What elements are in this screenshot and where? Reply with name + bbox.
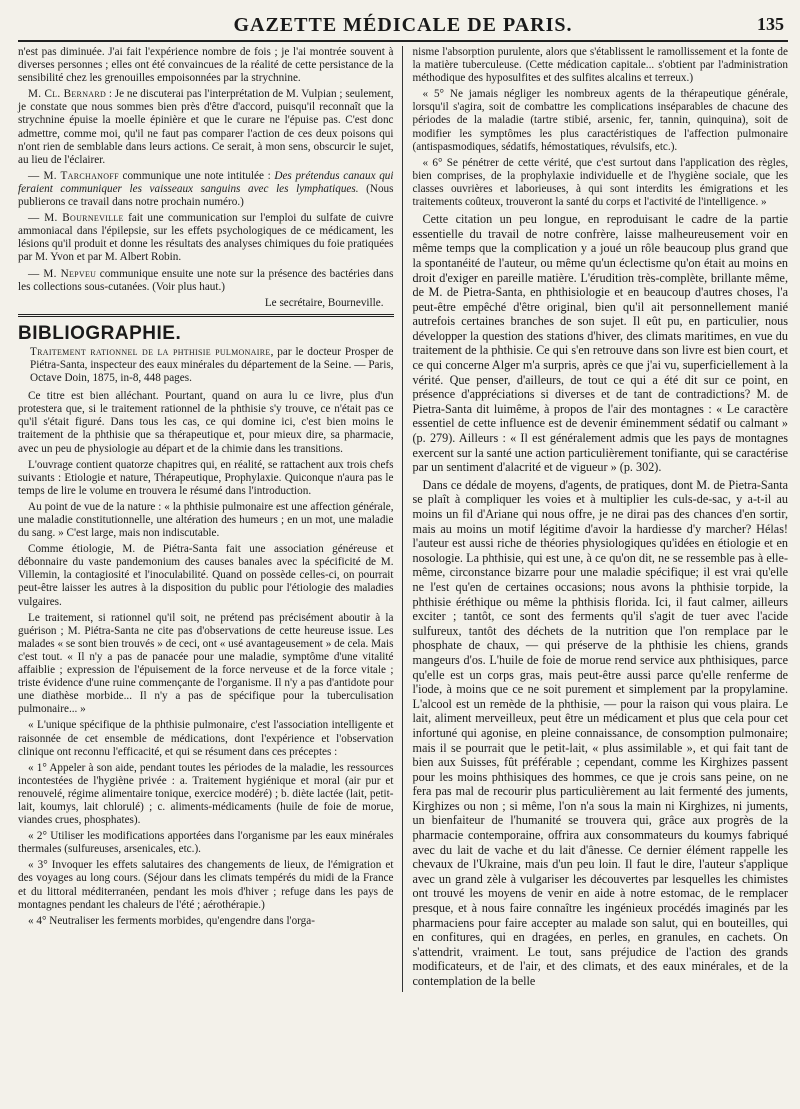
paragraph: Le traitement, si rationnel qu'il soit, ne prétend pas précisément aboutir à la guérison ; M. Piétra-Santa ne cite pas d'observations de cette heureuse issue. Les malades « se sont bien trouvés » de ceci, ont « usé avantageusement » de cela. Mais c'est tout. « Il n'y a pas de panacée pour une maladie, symptôme d'une vitalité affaiblie ; expression de l'épuisement de la force nerveuse et de la force vitale ; triste évidence d'une ruine commençante de l'organisme. Il n'y a pas d'antidote pour une diathèse morbide... Il n'y a pas de spécifique pour la tuberculisation pulmonaire... » — [18, 611, 394, 716]
paragraph: « 3° Invoquer les effets salutaires des changements de lieux, de l'émigration et des voyages au long cours. (Séjour dans les climats tempérés du midi de la France et du littoral méditerranéen, pendant les mois d'hiver ; refuge dans les pays de montagnes pendant les chaleurs de l'été ; aérothérapie.) — [18, 859, 394, 911]
section-heading: BIBLIOGRAPHIE. — [18, 322, 182, 344]
paragraph: « 5° Ne jamais négliger les nombreux agents de la thérapeutique générale, lorsqu'il s'agira, soit de combattre les complications inséparables de chacune des périodes de la maladie (tartre stibié, arsenic, fer, tannin, quinquina), soit de modifier les symptômes les plus caractéristiques de l'affection pulmonaire (antispasmodiques, sédatifs, hémostatiques, révulsifs, etc.). — [412, 88, 788, 153]
paragraph: « L'unique spécifique de la phthisie pulmonaire, c'est l'association intelligente et raisonnée de cet ensemble de médications, dont l'expérience et l'observation clinique ont reconnu l'efficacité, et qui se résument dans ces préceptes : — [18, 719, 394, 758]
speaker-name: — M. Tarchanoff — [28, 169, 119, 182]
paragraph-text: communique ensuite une note sur la présence des bactéries dans les collections sous-cutanées. (Voir plus haut.) — [18, 267, 394, 293]
paragraph-text: (Nous publierons ce travail dans notre prochain numéro.) — [18, 182, 394, 209]
book-title: Traitement rationnel de la phthisie pulmonaire — [30, 345, 271, 358]
speaker-name: — M. Bourneville — [28, 212, 124, 225]
right-column — [413, 46, 789, 992]
paragraph: « 6° Se pénétrer de cette vérité, que c'est surtout dans l'application des règles, bien comprises, de la prophylaxie individuelle et de l'hygiène sociale, que les classes ouvrières et laborieuses, à qui sont interdits les émigrations et les traitements coûteux, trouveront la santé du corps et l'activité de l'intelligence. » — [412, 156, 788, 209]
page-number: 135 — [757, 14, 784, 34]
paragraph: Comme étiologie, M. de Piétra-Santa fait une association généreuse et débonnaire du vaste pandemonium des causes banales avec la spécificité de M. Villemin, la contagiosité et l'inoculabilité. Quand on possède celles-ci, on pourrait peut-être laisser les autres à la disposition du public pour l'étiologie des maladies vulgaires. — [18, 543, 394, 608]
paragraph: nisme l'absorption purulente, alors que s'établissent le ramollissement et la fonte de la matière tuberculeuse. (Cette médication capitale... s'obtient par l'administration méthodique des hyposulfites et des sulfites alcalins et terreux.) — [412, 46, 788, 85]
paragraph: Au point de vue de la nature : « la phthisie pulmonaire est une affection générale, une maladie constitutionnelle, une altération des humeurs ; en un mot, une maladie du sang. » C'est large, mais non indiscutable. — [18, 500, 394, 540]
left-column — [18, 46, 403, 992]
paragraph: n'est pas diminuée. J'ai fait l'expérience nombre de fois ; je l'ai montrée souvent à diverses personnes ; elles ont été convaincues de la réalité de cette persistance de la sensibilité chez les grenouilles empoisonnées par la strychnine. — [18, 46, 394, 85]
speaker-name: M. Cl. Bernard — [28, 88, 107, 101]
journal-title: GAZETTE MÉDICALE DE PARIS. — [233, 14, 573, 36]
paragraph — [18, 88, 394, 167]
book-details: , par le docteur Prosper de Piétra-Santa, inspecteur des eaux minérales du département de la Seine. — Paris, Octave Doin, 1875, in-8, 448 pages. — [30, 345, 394, 385]
section-divider — [18, 314, 394, 317]
paragraph: « 2° Utiliser les modifications apportées dans l'organisme par les eaux minérales thermales (sulfureuses, arsenicales, etc.). — [18, 830, 394, 856]
book-reference — [18, 346, 394, 385]
note-title: Des prétendus canaux qui feraient communiquer les vaisseaux sanguins avec les lymphatiques. — [18, 169, 394, 195]
two-column-body — [18, 46, 788, 992]
paragraph-text: communique une note intitulée : — [118, 169, 275, 182]
paragraph: « 4° Neutraliser les ferments morbides, qu'engendre dans l'orga- — [28, 914, 315, 927]
speaker-name: — M. Nepveu — [28, 267, 97, 280]
paragraph-text: fait une communication sur l'emploi du sulfate de cuivre ammoniacal dans l'épilepsie, sur les effets psychologiques de ce médicament, les lésions qu'il produit et donne les résultats des analyses chimiques du foie pratiquées par M. Yvon et par M. Albert Robin. — [18, 212, 394, 264]
paragraph: Dans ce dédale de moyens, d'agents, de pratiques, dont M. de Pietra-Santa se plaît à compliquer les voies et à multiplier les culs-de-sac, y a-t-il au moins un fil d'Ariane qui nous offre, je ne dirai pas des chances d'en sortir, mais au moins un motif légitime d'avoir la hardiesse d'y marcher? Hélas! l'auteur est aussi riche de théories physiologiques qu'idées en étiologie et en nosologie. La phthisie, qui est une, à ce qu'on dit, ne se ressemble pas à elle-même, circonstance bizarre pour une maladie spécifique; il est vrai qu'elle ne l'est qu'en de certaines occasions; nous avons la phthisie torpide, la phthisie éréthique ou même la phthisis florida. Ici, il faut calmer, ailleurs exciter ; tantôt, ce sont des ferments qu'il s'agit de tuer avec l'acide sulfureux, tantôt des déchets de la nutrition que l'on remplace par le phosphate de chaux, — qui préserve de la phthisie les chiens, grands mangeurs d'os. L'huile de foie de morue rend service aux phthisiques, parce qu'elle est un corps gras, mais peut-être aussi parce qu'elle renferme de l'iode, à moins que ce ne soit purement et simplement par la propylamine. L'alcool est un remède de la phthisie, — pour la raison qui vous plaira. Le lait, aliment merveilleux, peut être un médicament et plus que cela pour cet infortuné qui agonise, en pleine connaissance, de consomption pulmonaire; mais il se pourrait que le petit-lait, « plus assimilable », et qui fait tant de bien aux Suisses, fût préférable ; cependant, comme les Kirghizes passent pour les moins phthisiques des hommes, ce que je crois sans peine, on ne fera pas mal de recourir plus particulièrement au lait fermenté des juments, Kirghizes ou non ; si même, l'on n'a sous la main ni Kirghizes, ni juments, un bienfaiteur de l'humanité se trouvera qui, grâce aux progrès de la pharmacie contemporaine, offrira aux consommateurs du koumys fabriqué avec du lait de vache et du lait d'ânesse. Ce dernier élément rappelle les chevaux de l'Ukraine, mais d'un peu loin. Il faut le dire, l'auteur s'applique avec un grand zèle à vulgariser les découvertes par lesquelles les chimistes ont trouvé les moyens de venir en aide à notre estomac, de le remplacer presque, et à nous faire connaître les ingénieux procédés imaginés par les pharmaciens pour faire accepter au malade son salut, qui en bouteilles, qui en confitures, qui en dragées, en perles, en granules, en cachets. On s'attendrit, vraiment. Le tout, sans préjudice de l'action des grands modificateurs, et de l'air, et des climats, et des eaux minérales, et de la contemplation de la belle — [412, 477, 788, 988]
paragraph: L'ouvrage contient quatorze chapitres qui, en réalité, se rattachent aux trois chefs suivants : Etiologie et nature, Thérapeutique, Prophylaxie. Quiconque n'aura pas le temps de lire le volume en trouvera le résumé dans l'introduction. — [18, 458, 394, 497]
paragraph — [18, 170, 394, 209]
paragraph — [18, 268, 394, 294]
paragraph: Ce titre est bien alléchant. Pourtant, quand on aura lu ce livre, plus d'un protestera que, si le traitement rationnel de la phthisie s'y trouve, ce n'était pas ce qu'il s'était figuré. Dans tous les cas, ce qui domine ici, c'est bien moins le traitement de la phthisie que sa thérapeutique et, pour mieux dire, sa pharmacie, avec un peu de physiologie au départ et de la chimie dans les transitions. — [18, 390, 394, 455]
paragraph: Cette citation un peu longue, en reproduisant le cadre de la partie essentielle du travail de notre confrère, laisse malheureusement voir en même temps que la complication y a joué un rôle beaucoup plus grand que la spontanéité de l'auteur, ou même qu'un éclectisme qu'on était au moins en droit d'exiger en pareille matière. L'érudition très-complète, brillante même, de M. de Pietra-Santa, en phthisiologie et en beaucoup d'autres choses, l'a peut-être empêché d'être original, bien qu'il ait personnellement manié autrefois certaines branches de son sujet. Il eût pu, en particulier, nous développer la question des stations d'hiver, des climats maritimes, en vue du traitement de la phthisie. Ce qui s'en retrouve dans son livre est bien court, et ce qui concerne Alger m'a surpris, après ce que j'ai vu, superficiellement à la vérité. Que penser, d'ailleurs, de tout ce qui a été dit sur ce point, en présence d'appréciations si diverses et de tant de contradictions? M. de Pietra-Santa dit luimême, à propos de l'air des montagnes : « Le caractère essentiel de cette influence est de devenir éminemment sédatif ou calmant » (p. 279). Ailleurs : « Il est généralement admis que les pays de montagnes exercent sur la santé une action particulièrement tonifiante, qui se caractérise par un sentiment d'alacrité et de vigueur » (p. 302). — [412, 212, 788, 475]
paragraph-text: : Je ne discuterai pas l'interprétation de M. Vulpian ; seulement, je constate que nous sommes bien près d'être d'accord, puisqu'il reconnaît que la strychnine épuise la moelle épinière et que le curare ne l'épuise pas. C'est donc admettre, comme moi, qu'il ne faut pas comparer l'action de ces deux poisons qui n'ont rien de semblable dans leurs actions. Ce serait, à mon sens, obscurcir le sujet, au lieu de l'éclairer. — [18, 88, 394, 166]
paragraph — [18, 212, 394, 264]
page-header — [18, 10, 788, 42]
paragraph: « 1° Appeler à son aide, pendant toutes les périodes de la maladie, les ressources incontestées de l'hygiène privée : a. Traitement hygiénique et moral (air pur et renouvelé, régime alimentaire tonique, exercice modéré) ; b. diète lactée (lait, petit-lait, koumys, lait chlorulé) ; c. aliments-médicaments (huile de foie de morue, viandes crues, phosphates). — [18, 761, 394, 827]
secretary-signature: Le secrétaire, Bourneville. — [264, 296, 384, 309]
